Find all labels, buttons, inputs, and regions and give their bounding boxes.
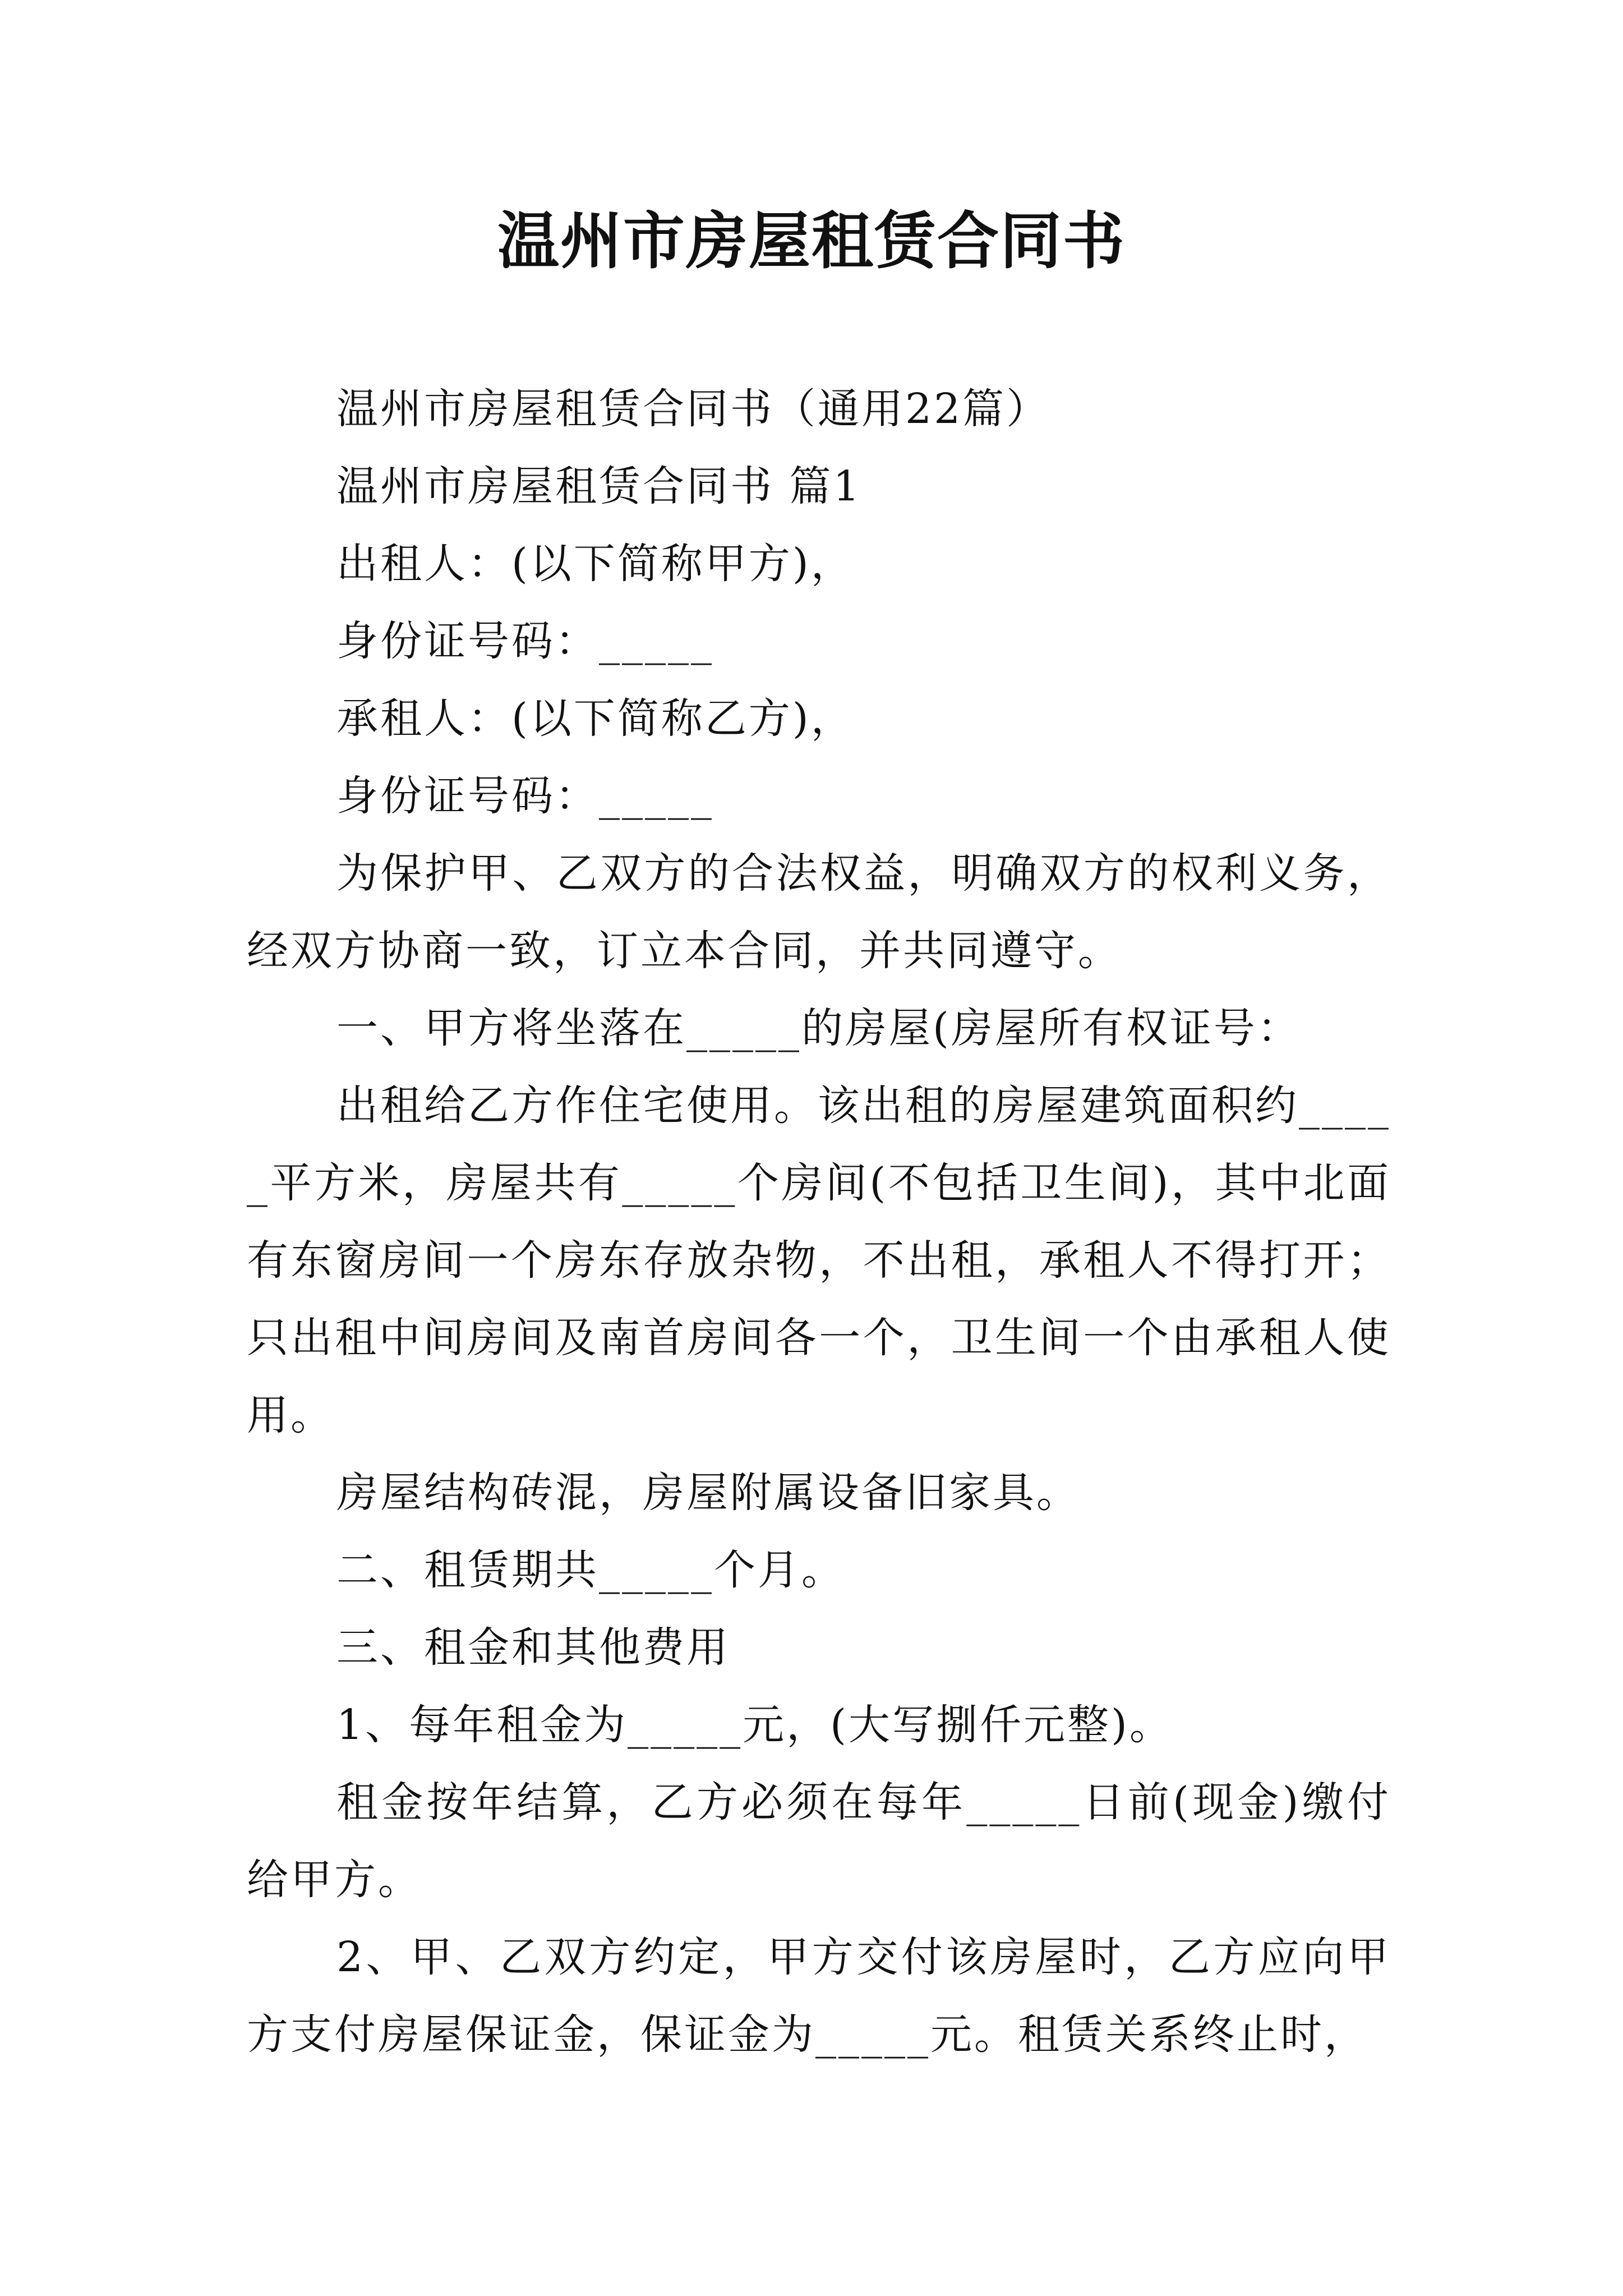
paragraph-lessor: 出租人：(以下简称甲方)， [336,540,855,588]
paragraph-preamble: 为保护甲、乙双方的合法权益，明确双方的权利义务，经双方协商一致，订立本合同，并共同遵守。 [247,849,1391,975]
paragraph-clause-1: 一、甲方将坐落在_____的房屋(房屋所有权证号： [336,1004,1301,1052]
paragraph-lessee-id: 身份证号码：_____ [336,772,714,820]
paragraph-clause-3: 三、租金和其他费用 [336,1623,730,1672]
paragraph-rent-payment: 租金按年结算，乙方必须在每年_____日前(现金)缴付给甲方。 [247,1778,1391,1904]
paragraph-clause-1-detail: 出租给乙方作住宅使用。该出租的房屋建筑面积约_____平方米，房屋共有_____个房间(不包括卫生间)，其中北面有东窗房间一个房东存放杂物，不出租，承租人不得打开；只出租中间房间及南首房间各一个，卫生间一个由承租人使用。 [247,1082,1391,1439]
paragraph-lessee: 承租人：(以下简称乙方)， [336,694,855,743]
paragraph-section-heading: 温州市房屋租赁合同书 篇1 [336,462,862,510]
paragraph-subtitle: 温州市房屋租赁合同书（通用22篇） [336,385,1050,433]
paragraph-structure: 房屋结构砖混，房屋附属设备旧家具。 [336,1469,1080,1517]
paragraph-lessor-id: 身份证号码：_____ [336,617,714,665]
paragraph-deposit: 2、甲、乙双方约定，甲方交付该房屋时，乙方应向甲方支付房屋保证金，保证金为_____元。租赁关系终止时， [247,1933,1391,2059]
paragraph-rent-amount: 1、每年租金为_____元，(大写捌仟元整)。 [336,1701,1173,1749]
document-title: 温州市房屋租赁合同书 [497,205,1126,277]
document-body [247,370,1391,2073]
paragraph-clause-2: 二、租赁期共_____个月。 [336,1546,845,1594]
